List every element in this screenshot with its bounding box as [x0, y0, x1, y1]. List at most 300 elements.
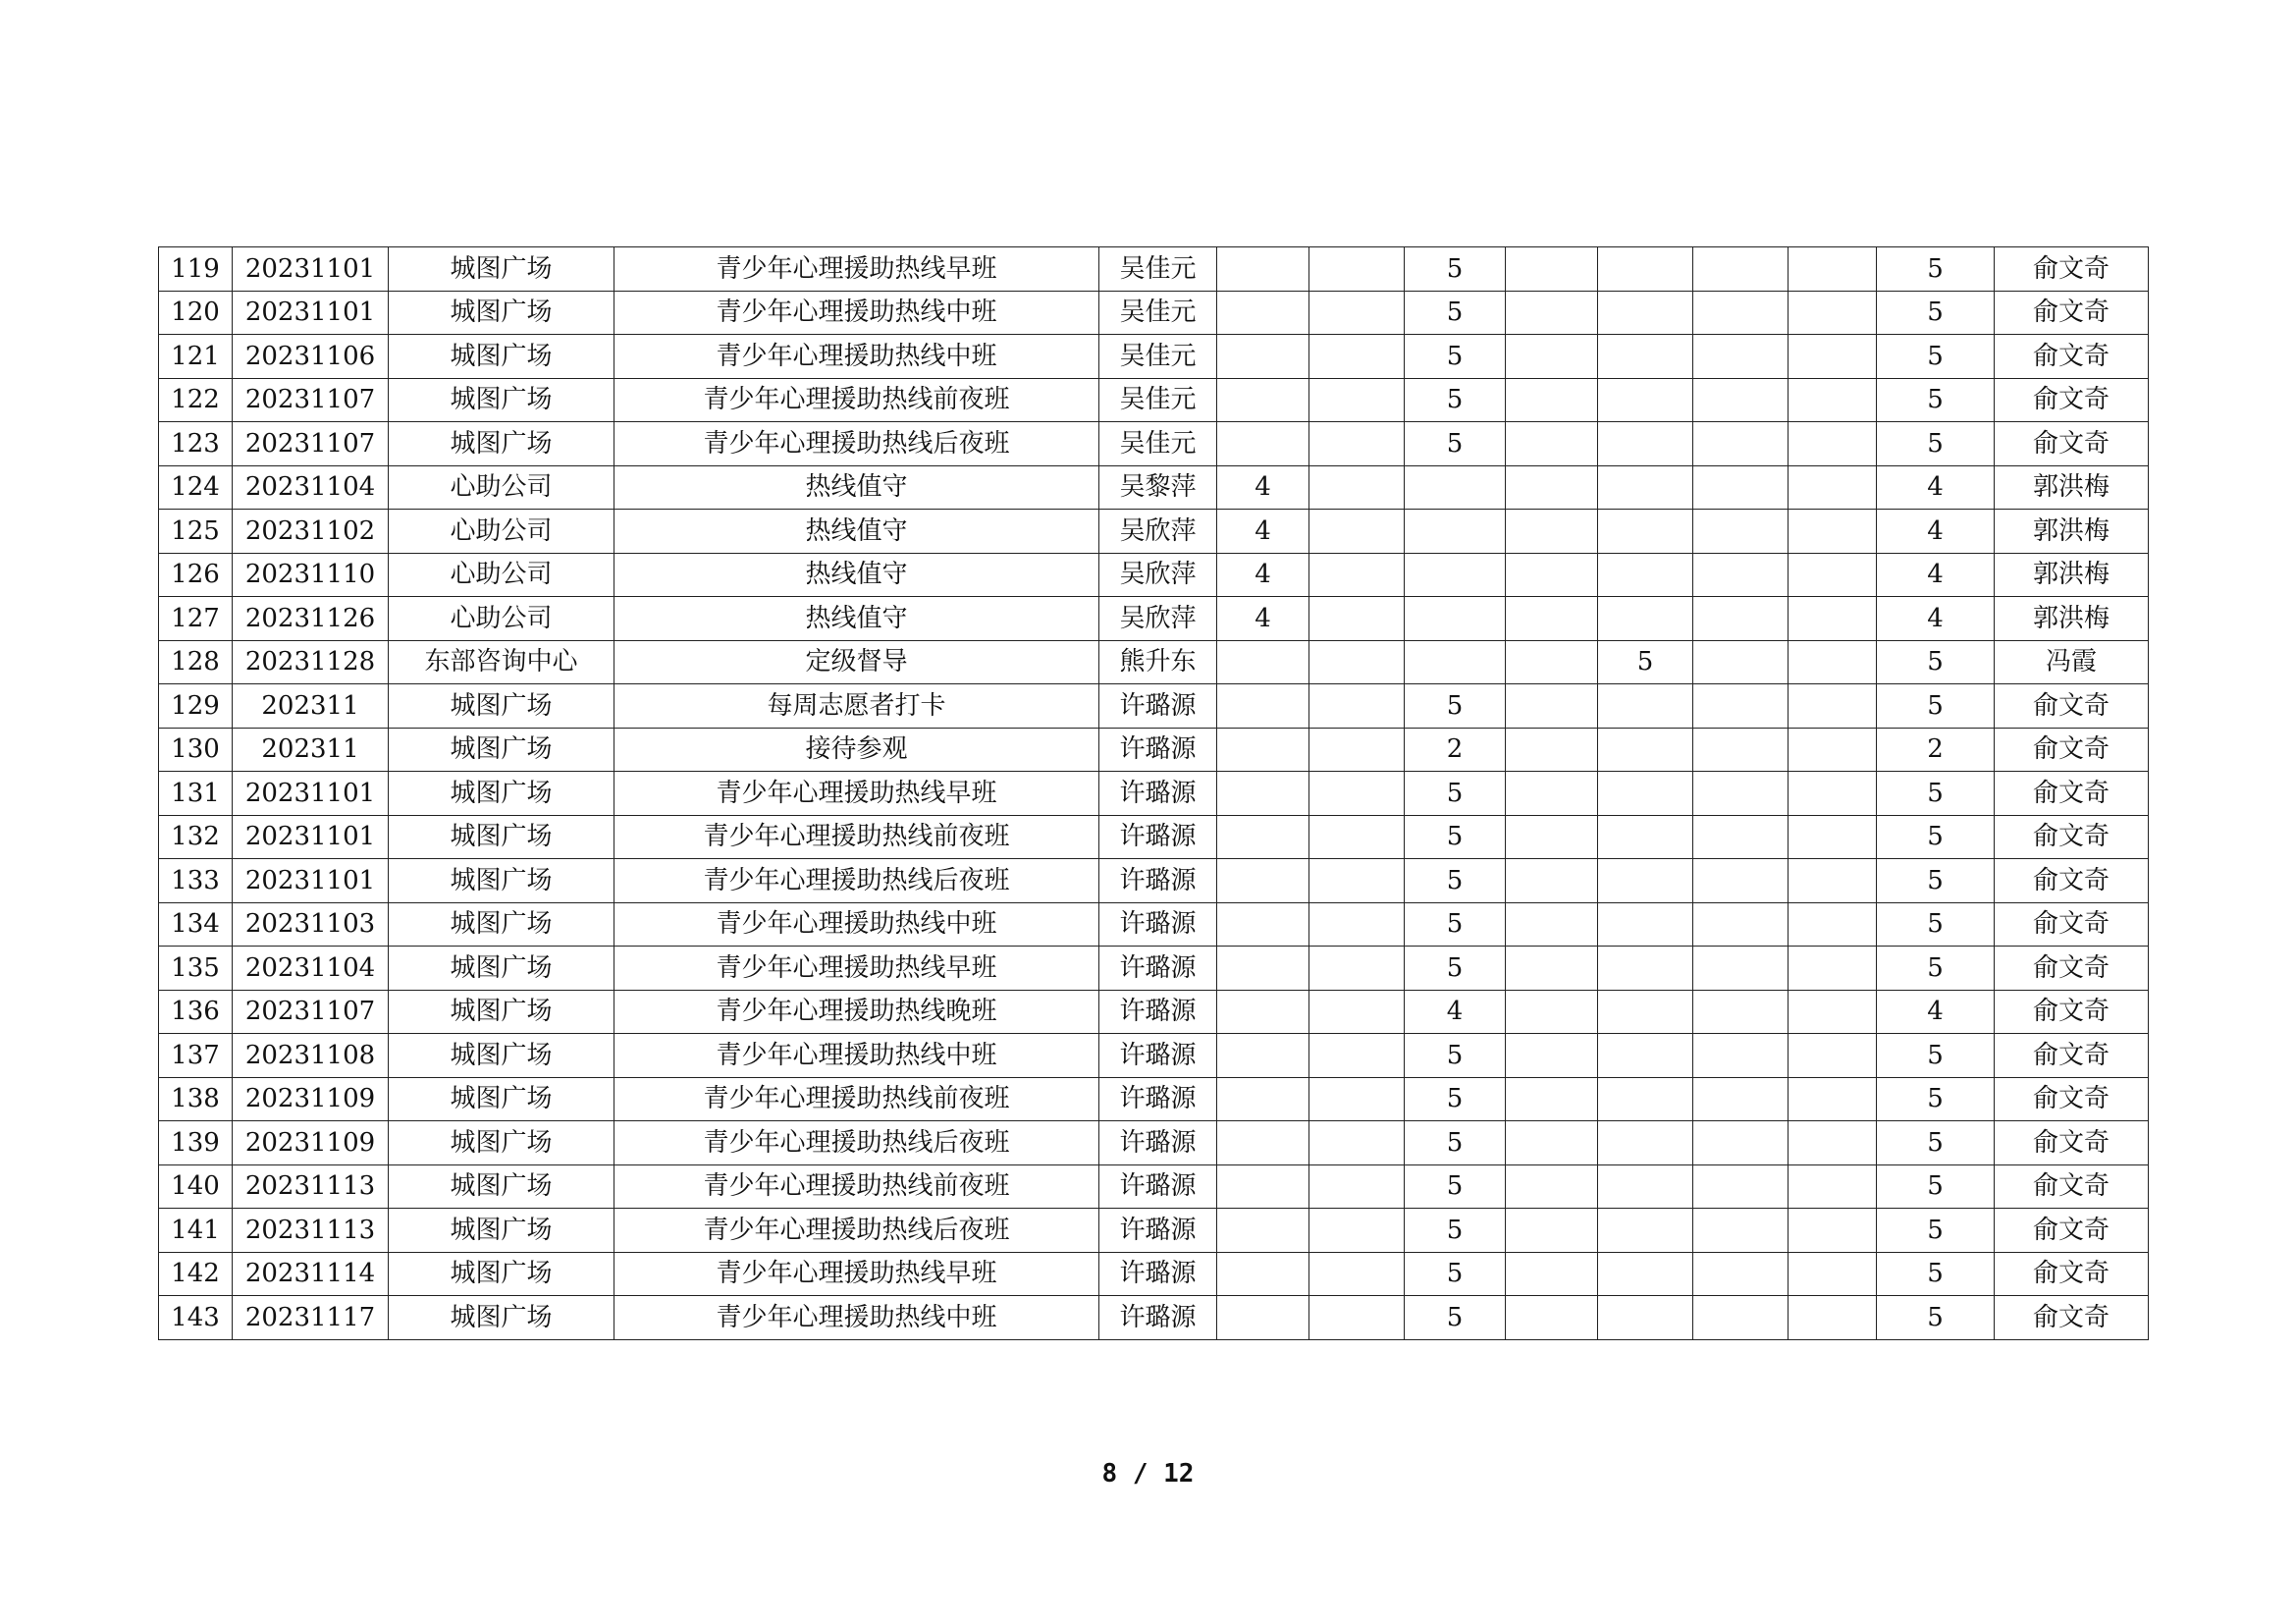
hours-col-4-cell: [1506, 553, 1598, 597]
hours-col-4-cell: [1506, 1252, 1598, 1296]
hours-col-5-cell: [1598, 1209, 1693, 1253]
hours-col-4-cell: [1506, 684, 1598, 729]
activity-cell: 青少年心理援助热线早班: [614, 947, 1099, 991]
hours-col-4-cell: [1506, 815, 1598, 859]
hours-col-3-cell: [1405, 510, 1506, 554]
activity-cell: 每周志愿者打卡: [614, 684, 1099, 729]
row-number-cell: 136: [159, 990, 233, 1034]
hours-col-3-cell: 5: [1405, 1077, 1506, 1121]
date-cell: 20231101: [233, 291, 389, 335]
total-hours-cell: 2: [1877, 728, 1995, 772]
row-number-cell: 121: [159, 335, 233, 379]
row-number-cell: 126: [159, 553, 233, 597]
activity-cell: 青少年心理援助热线前夜班: [614, 1077, 1099, 1121]
hours-col-7-cell: [1789, 772, 1877, 816]
volunteer-name-cell: 许璐源: [1099, 1077, 1217, 1121]
hours-col-4-cell: [1506, 1209, 1598, 1253]
hours-col-6-cell: [1693, 1034, 1789, 1078]
table-row: [159, 1164, 2149, 1209]
hours-col-4-cell: [1506, 640, 1598, 684]
row-number-cell: 120: [159, 291, 233, 335]
hours-col-2-cell: [1309, 1209, 1405, 1253]
hours-col-2-cell: [1309, 990, 1405, 1034]
volunteer-name-cell: 许璐源: [1099, 1252, 1217, 1296]
location-cell: 城图广场: [389, 422, 614, 466]
hours-col-3-cell: 5: [1405, 859, 1506, 903]
hours-col-5-cell: [1598, 902, 1693, 947]
hours-col-5-cell: [1598, 684, 1693, 729]
hours-col-5-cell: [1598, 597, 1693, 641]
hours-col-4-cell: [1506, 728, 1598, 772]
hours-col-1-cell: [1217, 1252, 1309, 1296]
hours-col-7-cell: [1789, 247, 1877, 292]
activity-cell: 青少年心理援助热线早班: [614, 247, 1099, 292]
row-number-cell: 135: [159, 947, 233, 991]
table-row: [159, 990, 2149, 1034]
total-hours-cell: 5: [1877, 378, 1995, 422]
total-hours-cell: 4: [1877, 553, 1995, 597]
hours-col-1-cell: [1217, 990, 1309, 1034]
hours-col-2-cell: [1309, 335, 1405, 379]
activity-cell: 青少年心理援助热线前夜班: [614, 1164, 1099, 1209]
hours-col-1-cell: [1217, 640, 1309, 684]
supervisor-cell: 俞文奇: [1995, 1164, 2149, 1209]
hours-col-5-cell: [1598, 1296, 1693, 1340]
table-row: [159, 422, 2149, 466]
supervisor-cell: 俞文奇: [1995, 772, 2149, 816]
volunteer-name-cell: 许璐源: [1099, 947, 1217, 991]
hours-col-5-cell: [1598, 947, 1693, 991]
hours-col-5-cell: [1598, 422, 1693, 466]
activity-cell: 青少年心理援助热线中班: [614, 335, 1099, 379]
hours-col-6-cell: [1693, 772, 1789, 816]
row-number-cell: 132: [159, 815, 233, 859]
volunteer-name-cell: 吴欣萍: [1099, 553, 1217, 597]
hours-col-7-cell: [1789, 291, 1877, 335]
hours-col-6-cell: [1693, 553, 1789, 597]
hours-col-2-cell: [1309, 947, 1405, 991]
activity-cell: 热线值守: [614, 465, 1099, 510]
hours-col-5-cell: [1598, 728, 1693, 772]
date-cell: 20231117: [233, 1296, 389, 1340]
row-number-cell: 133: [159, 859, 233, 903]
hours-col-3-cell: 4: [1405, 990, 1506, 1034]
hours-col-6-cell: [1693, 597, 1789, 641]
table-row: [159, 902, 2149, 947]
hours-col-2-cell: [1309, 422, 1405, 466]
activity-cell: 青少年心理援助热线晚班: [614, 990, 1099, 1034]
hours-col-3-cell: [1405, 597, 1506, 641]
hours-col-1-cell: [1217, 291, 1309, 335]
location-cell: 城图广场: [389, 1252, 614, 1296]
hours-col-7-cell: [1789, 859, 1877, 903]
hours-col-3-cell: 5: [1405, 815, 1506, 859]
hours-col-2-cell: [1309, 247, 1405, 292]
total-hours-cell: 4: [1877, 465, 1995, 510]
hours-col-5-cell: [1598, 1077, 1693, 1121]
hours-col-2-cell: [1309, 1296, 1405, 1340]
hours-col-5-cell: [1598, 990, 1693, 1034]
hours-col-2-cell: [1309, 815, 1405, 859]
activity-cell: 青少年心理援助热线中班: [614, 1034, 1099, 1078]
hours-col-4-cell: [1506, 291, 1598, 335]
total-hours-cell: 5: [1877, 1077, 1995, 1121]
date-cell: 20231113: [233, 1164, 389, 1209]
volunteer-name-cell: 许璐源: [1099, 684, 1217, 729]
date-cell: 202311: [233, 728, 389, 772]
table-row: [159, 859, 2149, 903]
location-cell: 城图广场: [389, 815, 614, 859]
hours-col-7-cell: [1789, 335, 1877, 379]
hours-col-7-cell: [1789, 1296, 1877, 1340]
page-number: 8 / 12: [1101, 1459, 1195, 1489]
supervisor-cell: 俞文奇: [1995, 990, 2149, 1034]
volunteer-name-cell: 吴佳元: [1099, 378, 1217, 422]
volunteer-name-cell: 吴佳元: [1099, 422, 1217, 466]
volunteer-name-cell: 许璐源: [1099, 1296, 1217, 1340]
hours-col-7-cell: [1789, 684, 1877, 729]
hours-col-7-cell: [1789, 1121, 1877, 1165]
hours-col-5-cell: [1598, 772, 1693, 816]
activity-cell: 热线值守: [614, 597, 1099, 641]
hours-col-5-cell: [1598, 553, 1693, 597]
row-number-cell: 124: [159, 465, 233, 510]
row-number-cell: 131: [159, 772, 233, 816]
volunteer-name-cell: 吴佳元: [1099, 247, 1217, 292]
hours-col-2-cell: [1309, 859, 1405, 903]
hours-col-2-cell: [1309, 640, 1405, 684]
table-row: [159, 1252, 2149, 1296]
hours-col-3-cell: 5: [1405, 684, 1506, 729]
date-cell: 20231110: [233, 553, 389, 597]
supervisor-cell: 郭洪梅: [1995, 553, 2149, 597]
hours-col-6-cell: [1693, 335, 1789, 379]
table-body: [159, 247, 2149, 1340]
location-cell: 城图广场: [389, 247, 614, 292]
location-cell: 城图广场: [389, 1121, 614, 1165]
table-row: [159, 335, 2149, 379]
hours-col-3-cell: 2: [1405, 728, 1506, 772]
location-cell: 城图广场: [389, 378, 614, 422]
hours-col-6-cell: [1693, 291, 1789, 335]
row-number-cell: 129: [159, 684, 233, 729]
hours-col-6-cell: [1693, 1296, 1789, 1340]
hours-col-6-cell: [1693, 1164, 1789, 1209]
hours-col-2-cell: [1309, 728, 1405, 772]
hours-col-1-cell: [1217, 247, 1309, 292]
table-row: [159, 1296, 2149, 1340]
date-cell: 20231107: [233, 422, 389, 466]
hours-col-2-cell: [1309, 902, 1405, 947]
location-cell: 城图广场: [389, 990, 614, 1034]
date-cell: 20231107: [233, 378, 389, 422]
supervisor-cell: 俞文奇: [1995, 947, 2149, 991]
location-cell: 城图广场: [389, 1034, 614, 1078]
row-number-cell: 143: [159, 1296, 233, 1340]
row-number-cell: 140: [159, 1164, 233, 1209]
total-hours-cell: 4: [1877, 597, 1995, 641]
location-cell: 城图广场: [389, 947, 614, 991]
hours-col-1-cell: 4: [1217, 597, 1309, 641]
hours-col-4-cell: [1506, 510, 1598, 554]
hours-col-5-cell: 5: [1598, 640, 1693, 684]
hours-col-6-cell: [1693, 640, 1789, 684]
hours-col-2-cell: [1309, 291, 1405, 335]
hours-col-5-cell: [1598, 1121, 1693, 1165]
table-row: [159, 1077, 2149, 1121]
hours-col-4-cell: [1506, 772, 1598, 816]
hours-col-2-cell: [1309, 684, 1405, 729]
hours-col-2-cell: [1309, 378, 1405, 422]
hours-col-1-cell: [1217, 422, 1309, 466]
hours-col-6-cell: [1693, 378, 1789, 422]
hours-col-2-cell: [1309, 510, 1405, 554]
hours-col-4-cell: [1506, 947, 1598, 991]
total-hours-cell: 5: [1877, 815, 1995, 859]
hours-col-5-cell: [1598, 1164, 1693, 1209]
supervisor-cell: 俞文奇: [1995, 1296, 2149, 1340]
hours-col-7-cell: [1789, 728, 1877, 772]
table-row: [159, 684, 2149, 729]
hours-col-3-cell: 5: [1405, 772, 1506, 816]
hours-col-1-cell: [1217, 1209, 1309, 1253]
hours-col-6-cell: [1693, 990, 1789, 1034]
total-hours-cell: 5: [1877, 684, 1995, 729]
activity-cell: 热线值守: [614, 510, 1099, 554]
volunteer-hours-table: [158, 246, 2149, 1340]
hours-col-7-cell: [1789, 510, 1877, 554]
hours-col-4-cell: [1506, 465, 1598, 510]
hours-col-4-cell: [1506, 1034, 1598, 1078]
hours-col-2-cell: [1309, 465, 1405, 510]
total-hours-cell: 5: [1877, 1121, 1995, 1165]
date-cell: 20231102: [233, 510, 389, 554]
hours-col-7-cell: [1789, 947, 1877, 991]
hours-col-6-cell: [1693, 465, 1789, 510]
hours-col-3-cell: [1405, 465, 1506, 510]
volunteer-name-cell: 许璐源: [1099, 1034, 1217, 1078]
volunteer-name-cell: 许璐源: [1099, 990, 1217, 1034]
activity-cell: 青少年心理援助热线后夜班: [614, 859, 1099, 903]
hours-col-4-cell: [1506, 859, 1598, 903]
supervisor-cell: 俞文奇: [1995, 728, 2149, 772]
row-number-cell: 127: [159, 597, 233, 641]
total-hours-cell: 5: [1877, 772, 1995, 816]
supervisor-cell: 俞文奇: [1995, 422, 2149, 466]
supervisor-cell: 俞文奇: [1995, 859, 2149, 903]
hours-col-7-cell: [1789, 1252, 1877, 1296]
table-row: [159, 728, 2149, 772]
hours-col-4-cell: [1506, 902, 1598, 947]
date-cell: 20231103: [233, 902, 389, 947]
location-cell: 心助公司: [389, 510, 614, 554]
hours-col-6-cell: [1693, 902, 1789, 947]
hours-col-1-cell: [1217, 902, 1309, 947]
volunteer-name-cell: 许璐源: [1099, 1209, 1217, 1253]
supervisor-cell: 俞文奇: [1995, 335, 2149, 379]
row-number-cell: 130: [159, 728, 233, 772]
total-hours-cell: 5: [1877, 640, 1995, 684]
hours-col-1-cell: [1217, 772, 1309, 816]
hours-col-6-cell: [1693, 510, 1789, 554]
total-hours-cell: 5: [1877, 902, 1995, 947]
hours-col-2-cell: [1309, 1164, 1405, 1209]
table-row: [159, 378, 2149, 422]
hours-col-6-cell: [1693, 1121, 1789, 1165]
location-cell: 心助公司: [389, 597, 614, 641]
hours-col-7-cell: [1789, 465, 1877, 510]
supervisor-cell: 俞文奇: [1995, 291, 2149, 335]
supervisor-cell: 郭洪梅: [1995, 510, 2149, 554]
total-hours-cell: 5: [1877, 1164, 1995, 1209]
hours-col-1-cell: [1217, 1121, 1309, 1165]
table-row: [159, 291, 2149, 335]
volunteer-name-cell: 许璐源: [1099, 859, 1217, 903]
date-cell: 20231109: [233, 1077, 389, 1121]
volunteer-name-cell: 吴佳元: [1099, 291, 1217, 335]
activity-cell: 青少年心理援助热线早班: [614, 772, 1099, 816]
hours-col-4-cell: [1506, 422, 1598, 466]
supervisor-cell: 郭洪梅: [1995, 597, 2149, 641]
supervisor-cell: 俞文奇: [1995, 1077, 2149, 1121]
hours-col-3-cell: 5: [1405, 1209, 1506, 1253]
activity-cell: 青少年心理援助热线前夜班: [614, 378, 1099, 422]
date-cell: 20231106: [233, 335, 389, 379]
location-cell: 城图广场: [389, 859, 614, 903]
supervisor-cell: 俞文奇: [1995, 815, 2149, 859]
hours-col-7-cell: [1789, 1034, 1877, 1078]
hours-col-6-cell: [1693, 859, 1789, 903]
row-number-cell: 134: [159, 902, 233, 947]
volunteer-name-cell: 许璐源: [1099, 728, 1217, 772]
volunteer-name-cell: 熊升东: [1099, 640, 1217, 684]
row-number-cell: 137: [159, 1034, 233, 1078]
table-row: [159, 1121, 2149, 1165]
hours-col-4-cell: [1506, 597, 1598, 641]
volunteer-name-cell: 许璐源: [1099, 1164, 1217, 1209]
hours-col-5-cell: [1598, 1034, 1693, 1078]
supervisor-cell: 俞文奇: [1995, 902, 2149, 947]
row-number-cell: 139: [159, 1121, 233, 1165]
total-hours-cell: 5: [1877, 335, 1995, 379]
location-cell: 心助公司: [389, 553, 614, 597]
hours-col-1-cell: [1217, 947, 1309, 991]
location-cell: 城图广场: [389, 728, 614, 772]
hours-col-5-cell: [1598, 378, 1693, 422]
hours-col-2-cell: [1309, 772, 1405, 816]
date-cell: 20231109: [233, 1121, 389, 1165]
table-row: [159, 510, 2149, 554]
hours-col-1-cell: 4: [1217, 465, 1309, 510]
date-cell: 20231101: [233, 815, 389, 859]
total-hours-cell: 4: [1877, 510, 1995, 554]
total-hours-cell: 5: [1877, 859, 1995, 903]
table-row: [159, 465, 2149, 510]
total-hours-cell: 5: [1877, 247, 1995, 292]
hours-col-7-cell: [1789, 1164, 1877, 1209]
activity-cell: 青少年心理援助热线早班: [614, 1252, 1099, 1296]
activity-cell: 接待参观: [614, 728, 1099, 772]
supervisor-cell: 冯霞: [1995, 640, 2149, 684]
hours-col-3-cell: 5: [1405, 291, 1506, 335]
row-number-cell: 123: [159, 422, 233, 466]
hours-col-1-cell: [1217, 684, 1309, 729]
hours-col-6-cell: [1693, 422, 1789, 466]
activity-cell: 青少年心理援助热线后夜班: [614, 1121, 1099, 1165]
hours-col-4-cell: [1506, 1164, 1598, 1209]
location-cell: 城图广场: [389, 1209, 614, 1253]
hours-col-6-cell: [1693, 1209, 1789, 1253]
hours-col-1-cell: [1217, 335, 1309, 379]
hours-col-7-cell: [1789, 553, 1877, 597]
table-row: [159, 553, 2149, 597]
activity-cell: 青少年心理援助热线后夜班: [614, 422, 1099, 466]
hours-col-5-cell: [1598, 815, 1693, 859]
supervisor-cell: 俞文奇: [1995, 684, 2149, 729]
activity-cell: 青少年心理援助热线后夜班: [614, 1209, 1099, 1253]
hours-col-1-cell: [1217, 859, 1309, 903]
hours-col-6-cell: [1693, 1077, 1789, 1121]
hours-col-3-cell: 5: [1405, 1121, 1506, 1165]
table-row: [159, 247, 2149, 292]
hours-col-1-cell: [1217, 378, 1309, 422]
hours-col-7-cell: [1789, 990, 1877, 1034]
hours-col-7-cell: [1789, 422, 1877, 466]
date-cell: 20231101: [233, 772, 389, 816]
date-cell: 20231101: [233, 859, 389, 903]
total-hours-cell: 5: [1877, 1252, 1995, 1296]
hours-col-3-cell: [1405, 640, 1506, 684]
row-number-cell: 138: [159, 1077, 233, 1121]
date-cell: 20231101: [233, 247, 389, 292]
hours-col-1-cell: [1217, 1034, 1309, 1078]
table-row: [159, 640, 2149, 684]
total-hours-cell: 5: [1877, 1296, 1995, 1340]
hours-col-1-cell: [1217, 1164, 1309, 1209]
supervisor-cell: 俞文奇: [1995, 1252, 2149, 1296]
date-cell: 20231113: [233, 1209, 389, 1253]
hours-col-2-cell: [1309, 597, 1405, 641]
date-cell: 20231104: [233, 465, 389, 510]
location-cell: 城图广场: [389, 291, 614, 335]
hours-col-5-cell: [1598, 1252, 1693, 1296]
hours-col-1-cell: [1217, 1077, 1309, 1121]
row-number-cell: 142: [159, 1252, 233, 1296]
hours-col-7-cell: [1789, 815, 1877, 859]
supervisor-cell: 俞文奇: [1995, 1034, 2149, 1078]
hours-col-3-cell: 5: [1405, 947, 1506, 991]
hours-col-2-cell: [1309, 1121, 1405, 1165]
date-cell: 20231104: [233, 947, 389, 991]
location-cell: 城图广场: [389, 772, 614, 816]
total-hours-cell: 5: [1877, 1209, 1995, 1253]
hours-col-2-cell: [1309, 1034, 1405, 1078]
volunteer-name-cell: 吴欣萍: [1099, 510, 1217, 554]
hours-col-3-cell: [1405, 553, 1506, 597]
hours-col-4-cell: [1506, 247, 1598, 292]
hours-col-6-cell: [1693, 1252, 1789, 1296]
supervisor-cell: 俞文奇: [1995, 378, 2149, 422]
table-row: [159, 597, 2149, 641]
activity-cell: 青少年心理援助热线中班: [614, 1296, 1099, 1340]
hours-col-5-cell: [1598, 465, 1693, 510]
hours-col-7-cell: [1789, 597, 1877, 641]
hours-col-7-cell: [1789, 1209, 1877, 1253]
hours-col-5-cell: [1598, 335, 1693, 379]
volunteer-name-cell: 许璐源: [1099, 1121, 1217, 1165]
table-row: [159, 815, 2149, 859]
volunteer-name-cell: 许璐源: [1099, 815, 1217, 859]
